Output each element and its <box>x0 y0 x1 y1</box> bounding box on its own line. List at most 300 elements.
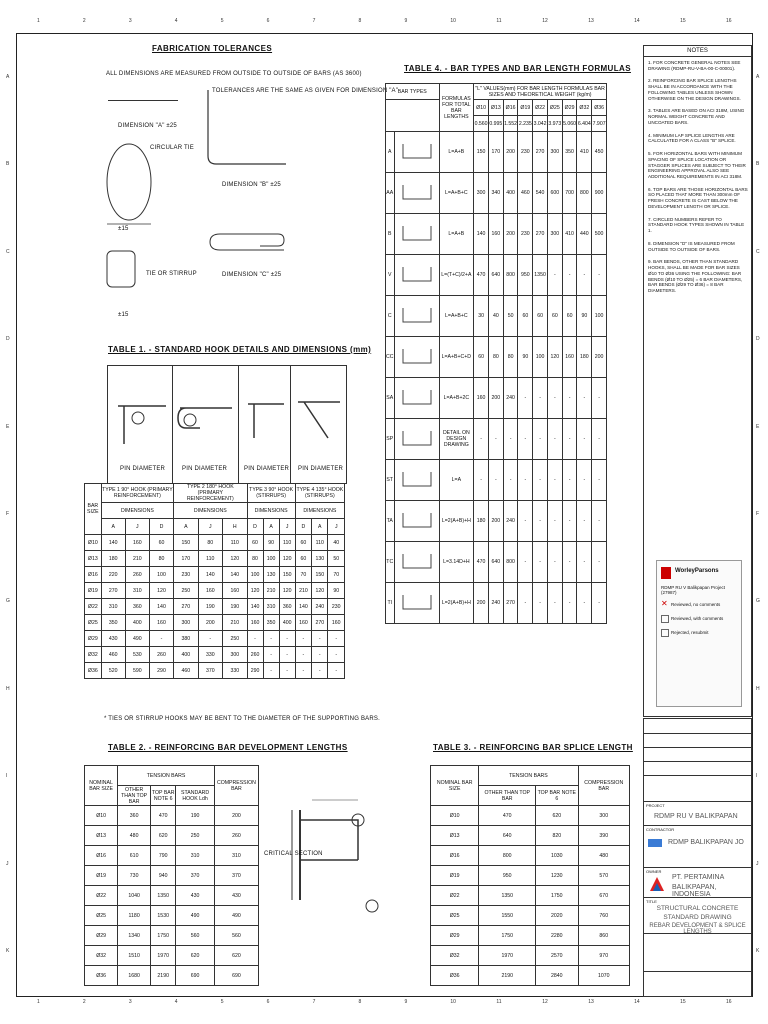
owner-name: PT. PERTAMINA <box>672 874 725 881</box>
table-cell: Ø32 <box>577 100 592 116</box>
table-cell: 120 <box>279 583 295 599</box>
note-item: 5. FOR HORIZONTAL BARS WITH MINIMUM SPACING OF SPLICE LOCATION OR STAGGER SPLICES ARE SUBJECT TO THEIR ENGINEERING APPROVAL ALSO SEE ADDITIONAL REQUIREMENTS IN ACI 318M. <box>648 151 746 180</box>
table-cell: 2020 <box>536 906 578 926</box>
table-row <box>85 866 259 886</box>
table-cell: 160 <box>247 615 263 631</box>
table-cell: 60 <box>295 535 311 551</box>
table-cell: - <box>533 542 548 583</box>
table-cell: - <box>503 460 518 501</box>
table-cell: - <box>328 647 345 663</box>
table-cell: 1750 <box>536 886 578 906</box>
table-cell: 160 <box>149 615 173 631</box>
table-row <box>85 599 345 615</box>
table-cell: 70 <box>295 567 311 583</box>
table-cell: NOMINAL BAR SIZE <box>85 766 118 806</box>
project-name: RDMP RU V BALIKPAPAN <box>654 813 738 820</box>
table-cell: Ø10 <box>85 806 118 826</box>
table-cell: 2280 <box>536 926 578 946</box>
table-cell: 200 <box>488 378 503 419</box>
table-cell: - <box>247 631 263 647</box>
table-cell: - <box>547 378 562 419</box>
table-cell: 270 <box>503 583 518 624</box>
table-cell: 230 <box>518 214 533 255</box>
table-row <box>386 132 607 173</box>
table-cell: A <box>174 519 198 535</box>
pin-diameter-1: PIN DIAMETER <box>120 466 166 472</box>
table-cell: SA <box>386 378 395 419</box>
grid-col-label: 13 <box>588 999 594 1005</box>
table-cell: Ø32 <box>85 647 102 663</box>
table-cell: 1340 <box>118 926 151 946</box>
table-cell: - <box>328 663 345 679</box>
table-cell: 620 <box>214 946 258 966</box>
table-cell: L=A+B <box>439 132 474 173</box>
title-block <box>643 718 752 997</box>
table-cell: Ø36 <box>592 100 607 116</box>
table-cell: - <box>533 460 548 501</box>
table-cell: L=2(A+B)+H <box>439 583 474 624</box>
table-row <box>85 535 345 551</box>
table-cell: - <box>518 501 533 542</box>
table-cell: 60 <box>474 337 489 378</box>
table-cell: - <box>577 583 592 624</box>
table-row <box>386 378 607 419</box>
table-cell: 200 <box>488 501 503 542</box>
grid-row-label: I <box>756 773 758 780</box>
table-cell: 100 <box>533 337 548 378</box>
table-cell: L=A+B <box>439 214 474 255</box>
table-cell: 200 <box>592 337 607 378</box>
table-cell: TOP BAR NOTE 6 <box>151 786 176 806</box>
table-cell: 360 <box>118 806 151 826</box>
table-cell: 60 <box>149 535 173 551</box>
table-cell: Ø16 <box>503 100 518 116</box>
table-cell: 140 <box>247 599 263 615</box>
table-cell: Ø16 <box>85 846 118 866</box>
pertamina-logo-icon <box>648 875 666 893</box>
table-cell: 130 <box>263 567 279 583</box>
table-cell: 430 <box>214 886 258 906</box>
table-cell: 210 <box>263 583 279 599</box>
table-cell: - <box>279 663 295 679</box>
table-cell: - <box>592 583 607 624</box>
table-cell: CC <box>386 337 395 378</box>
table-cell: 6.404 <box>577 116 592 132</box>
table-cell: 2.235 <box>518 116 533 132</box>
table-cell: 490 <box>214 906 258 926</box>
table-cell: V <box>386 255 395 296</box>
table-cell: 1350 <box>479 886 536 906</box>
table-cell: DIMENSIONS <box>247 503 295 519</box>
table-cell: - <box>295 631 311 647</box>
tb-owner-label: OWNER <box>646 869 662 874</box>
checkbox-icon <box>661 615 669 623</box>
grid-col-label: 4 <box>174 18 178 24</box>
table-cell: 470 <box>151 806 176 826</box>
tie-stirrup-label: TIE OR STIRRUP <box>146 271 197 277</box>
table-cell: L=A+B+C <box>439 173 474 214</box>
table-cell: BAR SIZE <box>85 484 102 535</box>
table-cell: 950 <box>518 255 533 296</box>
table-cell: 390 <box>578 826 629 846</box>
table-cell: 2840 <box>536 966 578 986</box>
table-cell: NOMINAL BAR SIZE <box>431 766 479 806</box>
table1-title: TABLE 1. - STANDARD HOOK DETAILS AND DIMENSIONS (mm) <box>108 345 372 354</box>
table-cell: - <box>518 460 533 501</box>
table-row <box>85 966 259 986</box>
table-cell: 260 <box>149 647 173 663</box>
development-length-diagram <box>262 790 392 930</box>
table-cell: 310 <box>125 583 149 599</box>
table-cell: 560 <box>176 926 214 946</box>
table-cell: Ø13 <box>85 551 102 567</box>
table-cell: 600 <box>547 173 562 214</box>
table-cell: 1530 <box>151 906 176 926</box>
grid-col-label: 9 <box>404 999 408 1005</box>
table-cell: OTHER THAN TOP BAR <box>118 786 151 806</box>
table-cell: 1030 <box>536 846 578 866</box>
table-cell: - <box>474 419 489 460</box>
table-cell: Ø10 <box>85 535 102 551</box>
grid-col-label: 8 <box>358 18 362 24</box>
table-cell: Ø25 <box>85 615 102 631</box>
table-cell: 370 <box>176 866 214 886</box>
table-cell: 60 <box>533 296 548 337</box>
grid-col-label: 15 <box>680 18 686 24</box>
grid-col-label: 6 <box>266 999 270 1005</box>
table-cell: DIMENSIONS <box>295 503 344 519</box>
table-cell: 760 <box>578 906 629 926</box>
table-cell: 160 <box>198 583 222 599</box>
table-row <box>85 484 345 503</box>
table-row <box>386 84 607 100</box>
table-cell: BAR TYPES <box>386 84 440 100</box>
table-cell: - <box>577 542 592 583</box>
table-cell: 100 <box>592 296 607 337</box>
table-cell: 190 <box>176 806 214 826</box>
table-row <box>85 806 259 826</box>
table-row <box>85 826 259 846</box>
table4-bar-types <box>385 83 607 624</box>
owner-location: BALIKPAPAN, INDONESIA <box>672 884 717 898</box>
table-cell: 310 <box>101 599 125 615</box>
table-cell: 640 <box>488 542 503 583</box>
table-cell: J <box>125 519 149 535</box>
table-cell: TA <box>386 501 395 542</box>
table-cell: TENSION BARS <box>118 766 215 786</box>
table-cell: - <box>562 542 577 583</box>
table-cell: 250 <box>174 583 198 599</box>
table-cell: Ø22 <box>431 886 479 906</box>
note-item: 4. MINIMUM LAP SPLICE LENGTHS ARE CALCULATED FOR A CLASS "B" SPLICE. <box>648 132 736 144</box>
table-cell: "L" VALUES(mm) FOR BAR LENGTH FORMULAS BAR SIZES AND THEORETICAL WEIGHT (kg/m) <box>475 85 605 98</box>
notes-title: NOTES <box>644 46 751 57</box>
table-cell: 160 <box>562 337 577 378</box>
bar-shape-sketch <box>394 296 439 337</box>
table-cell: 300 <box>174 615 198 631</box>
table-cell: - <box>592 542 607 583</box>
table-cell: 360 <box>125 599 149 615</box>
table-row <box>85 631 345 647</box>
table-cell: - <box>577 255 592 296</box>
table-cell: 530 <box>125 647 149 663</box>
table-cell: - <box>312 647 328 663</box>
table-cell: L=2(A+B)+H <box>439 501 474 542</box>
table-cell: 190 <box>198 599 222 615</box>
table-cell: 330 <box>198 647 222 663</box>
table-cell: 1.552 <box>503 116 518 132</box>
table-cell: 30 <box>474 296 489 337</box>
table-cell: - <box>312 663 328 679</box>
table2-title: TABLE 2. - REINFORCING BAR DEVELOPMENT LENGTHS <box>108 743 348 752</box>
table-cell: - <box>263 647 279 663</box>
table-row <box>85 926 259 946</box>
grid-col-label: 7 <box>312 18 316 24</box>
table-cell: 80 <box>149 551 173 567</box>
table-row <box>85 503 345 519</box>
grid-row-label: J <box>756 860 759 867</box>
table-cell: 400 <box>503 173 518 214</box>
table-row <box>431 946 630 966</box>
table-cell: 670 <box>578 886 629 906</box>
table-cell: 430 <box>101 631 125 647</box>
table-cell: - <box>488 419 503 460</box>
pm15-label-1: ±15 <box>118 226 129 232</box>
table-row <box>431 806 630 826</box>
table-cell: 1510 <box>118 946 151 966</box>
table-row <box>431 866 630 886</box>
table-cell: 0.560 <box>474 116 489 132</box>
table-row <box>431 826 630 846</box>
table-cell: - <box>562 378 577 419</box>
tb-project-label: PROJECT <box>646 803 665 808</box>
worleyparsons-logo-icon <box>661 567 671 579</box>
table-cell: 1180 <box>118 906 151 926</box>
table-cell: - <box>295 647 311 663</box>
table-cell: 60 <box>547 296 562 337</box>
table-cell: Ø13 <box>431 826 479 846</box>
table-cell: 620 <box>151 826 176 846</box>
table-cell: 290 <box>149 663 173 679</box>
table-cell: 360 <box>279 599 295 615</box>
table-cell: 610 <box>118 846 151 866</box>
grid-row-label: A <box>756 73 760 80</box>
grid-col-label: 5 <box>220 18 224 24</box>
tb-contractor-label: CONTRACTOR <box>646 827 675 832</box>
table-cell: L=A+B+C+D <box>439 337 474 378</box>
table-cell: 250 <box>223 631 247 647</box>
grid-row-label: H <box>6 685 10 692</box>
table-cell: 160 <box>223 583 247 599</box>
table-cell: - <box>518 419 533 460</box>
table-cell: - <box>533 378 548 419</box>
table-cell: Ø10 <box>474 100 489 116</box>
table-cell: DIMENSIONS <box>174 503 247 519</box>
grid-col-label: 10 <box>450 999 456 1005</box>
table-cell: 1970 <box>151 946 176 966</box>
table-cell: 120 <box>312 583 328 599</box>
tb-title-label: TITLE <box>646 899 657 904</box>
table-cell: AA <box>386 173 395 214</box>
bar-shape-sketch <box>394 378 439 419</box>
grid-col-label: 7 <box>312 999 316 1005</box>
table-cell: 330 <box>223 663 247 679</box>
table-cell: Ø29 <box>85 926 118 946</box>
table-cell: 350 <box>101 615 125 631</box>
bar-shape-sketch <box>394 255 439 296</box>
table-cell: 210 <box>295 583 311 599</box>
table-cell: - <box>295 663 311 679</box>
table-cell: 3.042 <box>533 116 548 132</box>
table-cell: SP <box>386 419 395 460</box>
table-cell: 120 <box>547 337 562 378</box>
table-cell: Ø25 <box>431 906 479 926</box>
table-cell: 200 <box>214 806 258 826</box>
table-cell: 240 <box>312 599 328 615</box>
table-cell: 80 <box>503 337 518 378</box>
drawing-title-3: REBAR DEVELOPMENT & SPLICE LENGTHS <box>649 923 746 935</box>
grid-col-label: 12 <box>542 18 548 24</box>
grid-row-label: E <box>756 423 760 430</box>
table-cell: 1350 <box>533 255 548 296</box>
table-cell: 100 <box>263 551 279 567</box>
table-cell: 160 <box>488 214 503 255</box>
table-cell: 100 <box>149 567 173 583</box>
table-cell: 90 <box>263 535 279 551</box>
table-cell: 110 <box>279 535 295 551</box>
table-row <box>85 519 345 535</box>
stamp-project: RDMP RU V Balikpapan Project (27987) <box>661 585 725 595</box>
table-cell: 70 <box>328 567 345 583</box>
table-cell: 230 <box>328 599 345 615</box>
table-cell: 160 <box>328 615 345 631</box>
table-cell: 160 <box>295 615 311 631</box>
table-cell: 500 <box>592 214 607 255</box>
grid-col-label: 14 <box>634 18 640 24</box>
table-row <box>85 766 259 786</box>
table-cell: 110 <box>198 551 222 567</box>
table-cell: - <box>547 419 562 460</box>
table-cell: Ø36 <box>431 966 479 986</box>
table-cell: 540 <box>533 173 548 214</box>
table-cell: J <box>328 519 345 535</box>
table-cell: 450 <box>592 132 607 173</box>
table-cell: - <box>518 378 533 419</box>
table-cell: 260 <box>125 567 149 583</box>
table-cell: 140 <box>149 599 173 615</box>
table-cell: 1680 <box>118 966 151 986</box>
circular-tie-drawing <box>104 140 154 230</box>
table-cell: 270 <box>101 583 125 599</box>
table-cell: 700 <box>562 173 577 214</box>
table-cell: 150 <box>474 132 489 173</box>
table-cell: 440 <box>577 214 592 255</box>
table-cell: 480 <box>578 846 629 866</box>
table-row <box>85 663 345 679</box>
drawing-title-2: STANDARD DRAWING <box>663 914 732 921</box>
note-item: 1. FOR CONCRETE GENERAL NOTES SEE DRAWING (RDMP-RU-V-BA-00-C-00001). <box>648 60 741 71</box>
table-cell: 160 <box>474 378 489 419</box>
table-cell: Ø29 <box>431 926 479 946</box>
table-row <box>386 337 607 378</box>
table-cell: A <box>101 519 125 535</box>
table-cell: 520 <box>101 663 125 679</box>
table-cell: 410 <box>577 132 592 173</box>
table-cell: 80 <box>488 337 503 378</box>
grid-col-label: 2 <box>82 999 86 1005</box>
table-cell: 380 <box>174 631 198 647</box>
table-cell: 290 <box>247 663 263 679</box>
table-cell: 1230 <box>536 866 578 886</box>
table-cell: 800 <box>479 846 536 866</box>
dim-b-label: DIMENSION "B" ±25 <box>222 182 281 188</box>
table-cell: 620 <box>176 946 214 966</box>
table-row <box>85 615 345 631</box>
table-cell: 470 <box>474 255 489 296</box>
table-cell: COMPRESSION BAR <box>214 766 258 806</box>
table-cell: TYPE 4 135° HOOK (STIRRUPS) <box>295 484 344 503</box>
table-cell: Ø16 <box>85 567 102 583</box>
table-cell: 470 <box>474 542 489 583</box>
table-cell: 690 <box>214 966 258 986</box>
table2-development-lengths <box>84 765 259 986</box>
table-cell: - <box>547 460 562 501</box>
table-row <box>386 583 607 624</box>
table-cell: 460 <box>101 647 125 663</box>
grid-col-label: 1 <box>36 18 40 24</box>
table-cell: 140 <box>101 535 125 551</box>
circular-tie-label: CIRCULAR TIE <box>150 145 194 151</box>
table-cell: Ø32 <box>85 946 118 966</box>
table-cell: Ø29 <box>85 631 102 647</box>
table-cell: L=3.14D+H <box>439 542 474 583</box>
table-cell: C <box>386 296 395 337</box>
grid-row-label: G <box>6 598 10 605</box>
table-row <box>431 766 630 786</box>
table-cell: - <box>562 501 577 542</box>
table-cell: Ø19 <box>85 583 102 599</box>
pin-diameter-2: PIN DIAMETER <box>182 466 228 472</box>
grid-row-label: E <box>6 423 10 430</box>
table-cell: - <box>263 631 279 647</box>
table-cell: TOP BAR NOTE 6 <box>536 786 578 806</box>
table-cell: 970 <box>578 946 629 966</box>
table-cell: 1750 <box>479 926 536 946</box>
table-row <box>431 906 630 926</box>
stamp-option-1: Reviewed, no comments <box>671 602 721 607</box>
table-cell: 120 <box>149 583 173 599</box>
table-cell: D <box>247 519 263 535</box>
table-cell: - <box>562 419 577 460</box>
table-cell: 260 <box>247 647 263 663</box>
grid-row-label: K <box>756 948 760 955</box>
table-cell: 40 <box>328 535 345 551</box>
pm15-label-2: ±15 <box>118 312 129 318</box>
table-cell: TYPE 3 90° HOOK (STIRRUPS) <box>247 484 295 503</box>
table-cell: - <box>577 419 592 460</box>
bar-shape-sketch <box>394 501 439 542</box>
bar-shape-sketch <box>394 460 439 501</box>
table-cell: - <box>312 631 328 647</box>
note-item: 3. TABLES ARE BASED ON ACI 318M, USING NORMAL WEIGHT CONCRETE AND UNCOATED BARS. <box>648 108 745 125</box>
grid-row-label: D <box>756 336 760 343</box>
grid-col-label: 11 <box>496 18 502 24</box>
table-cell: STANDARD HOOK Ldh <box>176 786 214 806</box>
table-cell: 170 <box>174 551 198 567</box>
table-cell: 110 <box>223 535 247 551</box>
table-cell: 490 <box>125 631 149 647</box>
table-row <box>386 255 607 296</box>
